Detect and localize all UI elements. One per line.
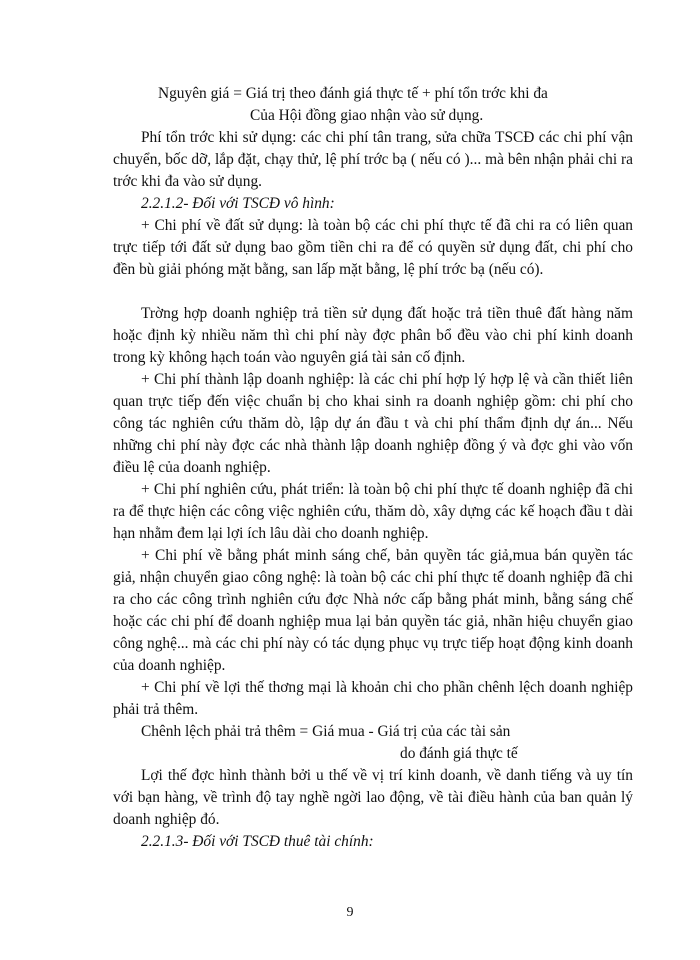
paragraph-pre-use-costs: Phí tổn trớc khi sử dụng: các chi phí tân trang, sửa chữa TSCĐ các chi phí vận chuyển, bốc dỡ, lắp đặt, chạy thử, lệ phí trớc bạ ( nếu có )... mà bên nhận phải chi ra trớc khi đa vào sử dụng.: [113, 129, 633, 190]
section-heading-finance-lease: 2.2.1.3- Đối với TSCĐ thuê tài chính:: [141, 833, 374, 850]
page-number: 9: [346, 905, 354, 920]
paragraph-land-rent: Trờng hợp doanh nghiệp trả tiền sử dụng đất hoặc trả tiền thuê đất hàng năm hoặc định kỳ nhiều năm thì chi phí này đợc phân bổ đều vào chi phí kinh doanh trong kỳ không hạch toán vào nguyên giá tài sản cố định.: [113, 305, 633, 366]
paragraph-establishment-costs: + Chi phí thành lập doanh nghiệp: là các chi phí hợp lý hợp lệ và cần thiết liên quan trực tiếp đến việc chuẩn bị cho khai sinh ra doanh nghiệp gồm: chi phí cho công tác nghiên cứu thăm dò, lập dự án đầu t và chi phí thẩm định dự án... Nếu những chi phí này đợc các nhà thành lập doanh nghiệp đồng ý và đợc ghi vào vốn điều lệ của doanh nghiệp.: [113, 371, 633, 476]
paragraph-patent-costs: + Chi phí về bằng phát minh sáng chế, bản quyền tác giả,mua bán quyền tác giả, nhận chuyển giao công nghệ: là toàn bộ các chi phí thực tế doanh nghiệp đã chi ra cho các công trình nghiên cứu đợc Nhà nớc cấp bằng phát minh, bằng sáng chế hoặc các chi phí để doanh nghiệp mua lại bản quyền tác giả, nhãn hiệu chuyển giao công nghệ... mà các chi phí này có tác dụng phục vụ trực tiếp hoạt động kinh doanh của doanh nghiệp.: [113, 547, 633, 674]
paragraph-research-costs: + Chi phí nghiên cứu, phát triển: là toàn bộ chi phí thực tế doanh nghiệp đã chi ra để thực hiện các công việc nghiên cứu, thăm dò, xây dựng các kế hoạch đầu t dài hạn nhằm đem lại lợi ích lâu dài cho doanh nghiệp.: [113, 481, 633, 542]
formula-goodwill-line-2: do đánh giá thực tế: [400, 745, 518, 762]
formula-original-cost-line-1: Nguyên giá = Giá trị theo đánh giá thực tế + phí tổn trớc khi đa: [158, 85, 548, 102]
section-heading-intangible-assets: 2.2.1.2- Đối với TSCĐ vô hình:: [141, 195, 335, 212]
paragraph-goodwill-formation: Lợi thế đợc hình thành bởi u thế về vị trí kinh doanh, về danh tiếng và uy tín với bạn hàng, về trình độ tay nghề ngời lao động, về tài điều hành của ban quản lý doanh nghiệp đó.: [113, 767, 633, 828]
formula-goodwill-line-1: Chênh lệch phải trả thêm = Giá mua - Giá trị của các tài sản: [141, 723, 511, 740]
paragraph-land-use-costs: + Chi phí về đất sử dụng: là toàn bộ các chi phí thực tế đã chi ra có liên quan trực tiếp tới đất sử dụng bao gồm tiền chi ra để có quyền sử dụng đất, chi phí cho đền bù giải phóng mặt bằng, san lấp mặt bằng, lệ phí trớc bạ (nếu có).: [113, 217, 633, 278]
formula-original-cost-line-2: Của Hội đồng giao nhận vào sử dụng.: [250, 107, 484, 124]
paragraph-goodwill-costs: + Chi phí về lợi thế thơng mại là khoản chi cho phần chênh lệch doanh nghiệp phải trả thêm.: [113, 679, 633, 718]
